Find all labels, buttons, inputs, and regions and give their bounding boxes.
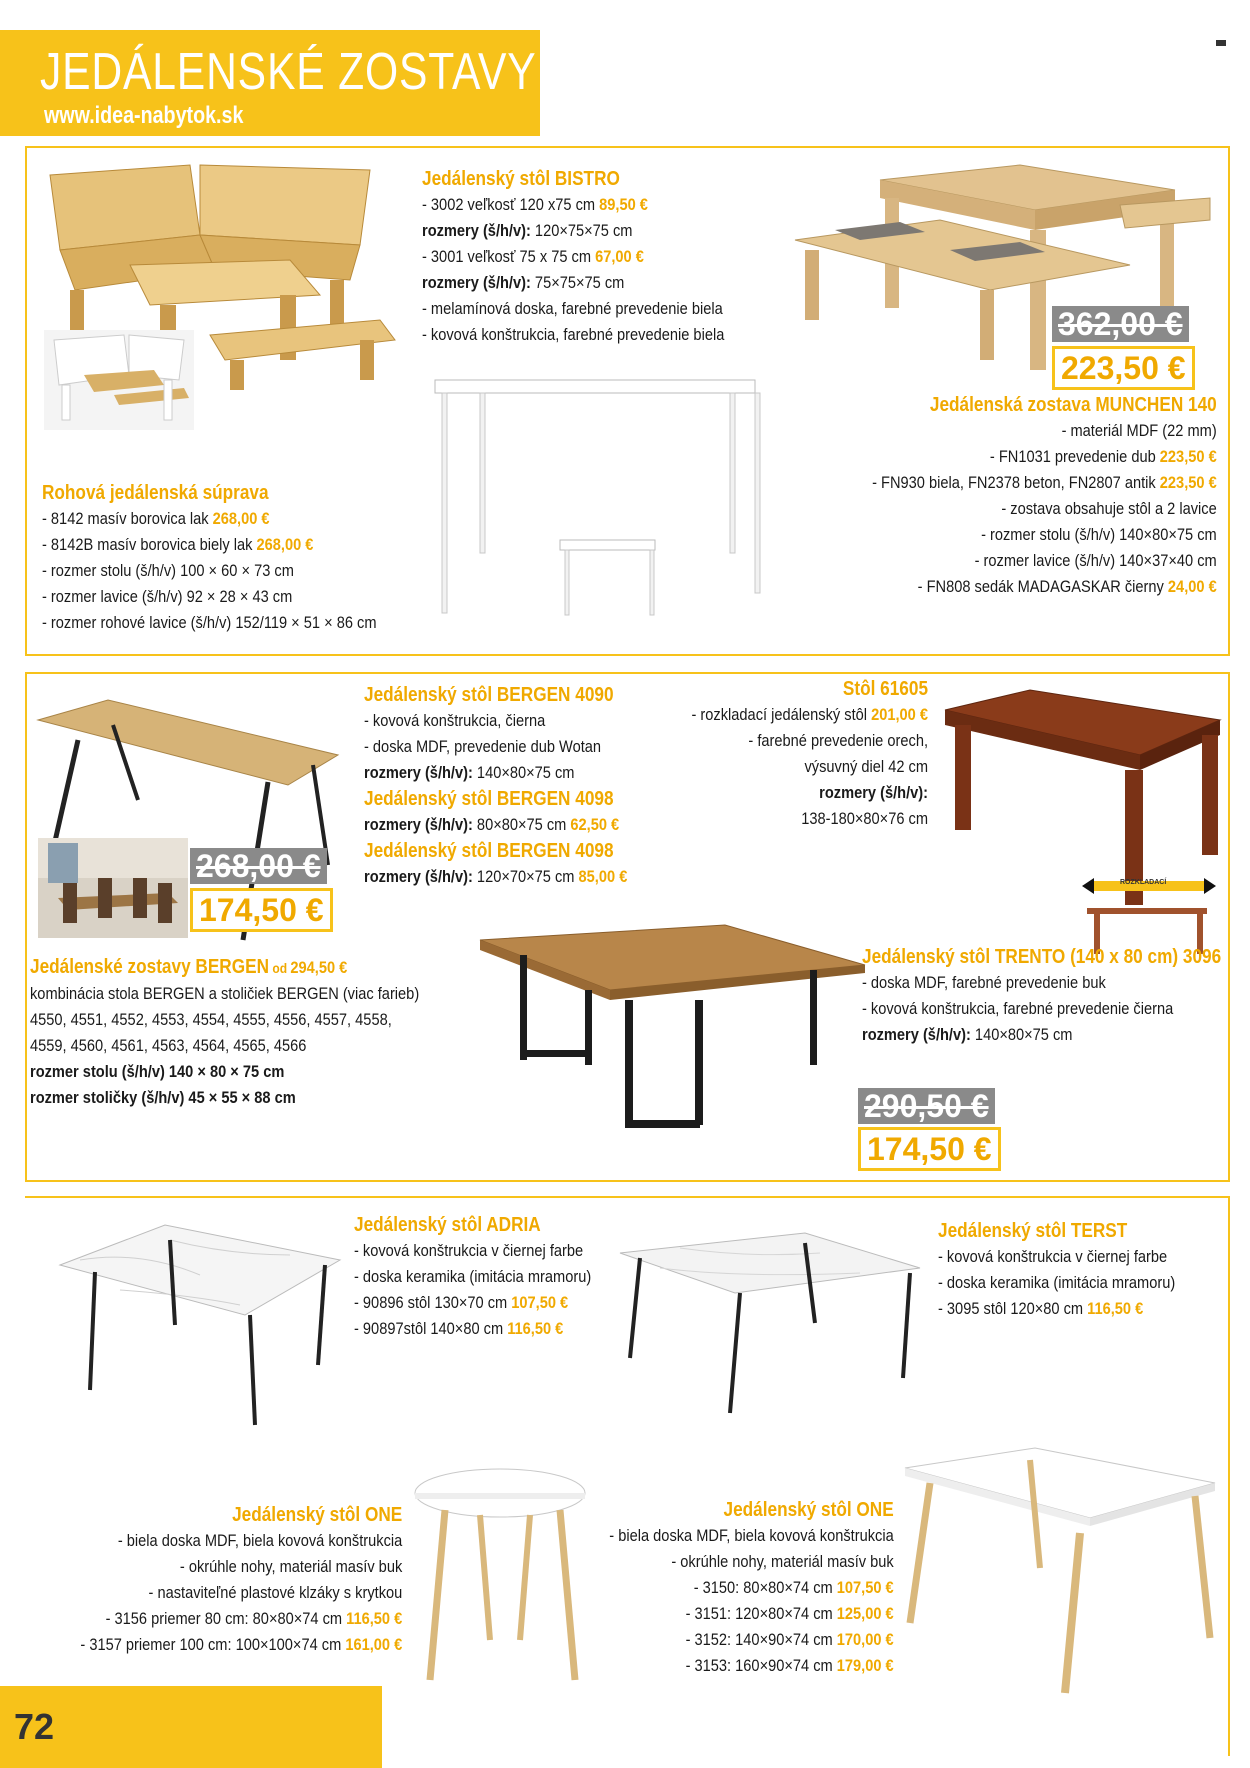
bergen-description — [364, 682, 670, 890]
munchen-line: - FN930 biela, FN2378 beton, FN2807 antik — [872, 473, 1161, 492]
one-rect-line: - biela doska MDF, biela kovová konštrukcia — [609, 1526, 894, 1545]
page-number: 72 — [14, 1706, 55, 1747]
bergen-line: 120×70×75 cm — [472, 867, 579, 886]
terst-line: - kovová konštrukcia v čiernej farbe — [938, 1247, 1168, 1266]
one-rect-line: - 3151: 120×80×74 cm — [685, 1604, 838, 1623]
bergen-4090-title: Jedálenský stôl BERGEN 4090 — [364, 684, 614, 706]
rohova-line: - 8142 masív borovica lak — [42, 509, 213, 528]
bistro-price: 67,00 € — [595, 247, 644, 266]
rohova-line: - rozmer stolu (š/h/v) 100 × 60 × 73 cm — [42, 561, 294, 580]
bistro-dimensions-label: rozmery (š/h/v): — [422, 221, 531, 240]
munchen-line: - rozmer stolu (š/h/v) 140×80×75 cm — [981, 525, 1217, 544]
bergen-sets-line: rozmer stolu (š/h/v) 140 × 80 × 75 cm — [30, 1062, 285, 1081]
bistro-title: Jedálenský stôl BISTRO — [422, 168, 620, 190]
stol61605-description — [653, 676, 928, 832]
extension-label: ROZKLADACÍ — [1120, 879, 1167, 886]
rohova-line: - rozmer rohové lavice (š/h/v) 152/119 × 51 × 86 cm — [42, 613, 377, 632]
stol61605-line: - farebné prevedenie orech, — [748, 731, 928, 750]
bistro-line: 120×75×75 cm — [530, 221, 633, 240]
bergen-sets-price: 294,50 € — [290, 958, 348, 977]
adria-title: Jedálenský stôl ADRIA — [354, 1214, 541, 1236]
one-rect-line: - 3152: 140×90×74 cm — [685, 1630, 838, 1649]
one-rect-line: - okrúhle nohy, materiál masív buk — [671, 1552, 894, 1571]
bistro-table-image — [430, 375, 760, 615]
one-round-price: 161,00 € — [345, 1635, 402, 1654]
trento-old-price: 290,50 € — [858, 1088, 995, 1124]
one-rect-title: Jedálenský stôl ONE — [723, 1499, 894, 1521]
munchen-line: - materiál MDF (22 mm) — [1061, 421, 1217, 440]
munchen-line: - FN808 sedák MADAGASKAR čierny — [917, 577, 1169, 596]
bistro-line: - 3002 veľkosť 120 x75 cm — [422, 195, 600, 214]
one-rect-description — [563, 1497, 894, 1679]
terst-title: Jedálenský stôl TERST — [938, 1220, 1128, 1242]
one-rect-table-image — [905, 1448, 1215, 1700]
adria-table-image — [60, 1220, 340, 1430]
bergen-line: - kovová konštrukcia, čierna — [364, 711, 546, 730]
bergen-sets-line: rozmer stoličky (š/h/v) 45 × 55 × 88 cm — [30, 1088, 296, 1107]
rohova-price: 268,00 € — [256, 535, 314, 554]
bergen-old-price: 268,00 € — [190, 848, 327, 884]
stol61605-price: 201,00 € — [871, 705, 928, 724]
bergen-sets-line: 4550, 4551, 4552, 4553, 4554, 4555, 4556, 4557, 4558, — [30, 1010, 392, 1029]
trento-title: Jedálenský stôl TRENTO (140 x 80 cm) 3096 — [862, 946, 1222, 968]
rohova-line: - rozmer lavice (š/h/v) 92 × 28 × 43 cm — [42, 587, 293, 606]
rohova-description — [42, 480, 431, 636]
bergen-room-thumbnail — [38, 838, 188, 938]
adria-line: - 90896 stôl 130×70 cm — [354, 1293, 512, 1312]
trento-line: - kovová konštrukcia, farebné prevedenie čierna — [862, 999, 1174, 1018]
bergen-sets-description — [30, 954, 483, 1111]
adria-line: - 90897stôl 140×80 cm — [354, 1319, 508, 1338]
trento-new-price: 174,50 € — [858, 1127, 1001, 1171]
munchen-price: 24,00 € — [1168, 577, 1217, 596]
one-round-description — [28, 1502, 402, 1658]
bergen-4098-title: Jedálenský stôl BERGEN 4098 — [364, 788, 614, 810]
munchen-price: 223,50 € — [1160, 447, 1217, 466]
one-round-title: Jedálenský stôl ONE — [231, 1504, 402, 1526]
terst-line: - 3095 stôl 120×80 cm — [938, 1299, 1088, 1318]
munchen-line: - zostava obsahuje stôl a 2 lavice — [1001, 499, 1217, 518]
bergen-dimensions-label: rozmery (š/h/v): — [364, 763, 473, 782]
adria-line: - kovová konštrukcia v čiernej farbe — [354, 1241, 584, 1260]
rohova-line: - 8142B masív borovica biely lak — [42, 535, 257, 554]
munchen-line: - rozmer lavice (š/h/v) 140×37×40 cm — [974, 551, 1217, 570]
bistro-line: - kovová konštrukcia, farebné prevedenie biela — [422, 325, 725, 344]
rohova-title: Rohová jedálenská súprava — [42, 482, 269, 504]
bistro-line: 75×75×75 cm — [530, 273, 625, 292]
adria-description — [354, 1212, 630, 1342]
munchen-line: - FN1031 prevedenie dub — [990, 447, 1161, 466]
bergen-4098-title-2: Jedálenský stôl BERGEN 4098 — [364, 840, 614, 862]
trento-table-image — [480, 925, 865, 1140]
bergen-line: 140×80×75 cm — [472, 763, 575, 782]
bergen-sets-line: 4559, 4560, 4561, 4563, 4564, 4565, 4566 — [30, 1036, 307, 1055]
bergen-sets-title: Jedálenské zostavy BERGEN — [30, 956, 269, 978]
bergen-sets-line: kombinácia stola BERGEN a stoličiek BERGEN (viac farieb) — [30, 984, 420, 1003]
one-rect-price: 125,00 € — [837, 1604, 894, 1623]
stol61605-line: výsuvný diel 42 cm — [804, 757, 928, 776]
one-rect-price: 170,00 € — [837, 1630, 894, 1649]
bistro-description — [422, 166, 774, 348]
munchen-description — [816, 392, 1217, 600]
munchen-price: 223,50 € — [1160, 473, 1217, 492]
one-round-price: 116,50 € — [345, 1609, 402, 1628]
munchen-new-price: 223,50 € — [1052, 346, 1195, 390]
terst-table-image — [620, 1228, 920, 1418]
trento-line: 140×80×75 cm — [970, 1025, 1073, 1044]
trento-description — [862, 944, 1250, 1048]
bergen-dimensions-label: rozmery (š/h/v): — [364, 867, 473, 886]
trento-dimensions-label: rozmery (š/h/v): — [862, 1025, 971, 1044]
one-rect-line: - 3153: 160×90×74 cm — [685, 1656, 838, 1675]
page-title: JEDÁLENSKÉ ZOSTAVY — [40, 43, 537, 101]
bergen-price: 85,00 € — [578, 867, 628, 886]
website-link[interactable]: www.idea-nabytok.sk — [44, 102, 244, 129]
bistro-line: - 3001 veľkosť 75 x 75 cm — [422, 247, 596, 266]
bergen-line: 80×80×75 cm — [472, 815, 571, 834]
bergen-sets-from: od — [268, 960, 291, 976]
adria-price: 107,50 € — [511, 1293, 569, 1312]
page-number-bar — [0, 1686, 382, 1768]
one-rect-price: 107,50 € — [837, 1578, 894, 1597]
one-round-line: - biela doska MDF, biela kovová konštrukcia — [117, 1531, 402, 1550]
adria-line: - doska keramika (imitácia mramoru) — [354, 1267, 592, 1286]
corner-mark — [1216, 40, 1226, 46]
terst-price: 116,50 € — [1087, 1299, 1144, 1318]
one-round-line: - 3156 priemer 80 cm: 80×80×74 cm — [105, 1609, 346, 1628]
one-round-line: - okrúhle nohy, materiál masív buk — [179, 1557, 402, 1576]
corner-set-white-thumbnail — [44, 330, 194, 430]
rohova-price: 268,00 € — [212, 509, 270, 528]
one-rect-price: 179,00 € — [837, 1656, 894, 1675]
one-rect-line: - 3150: 80×80×74 cm — [694, 1578, 838, 1597]
terst-line: - doska keramika (imitácia mramoru) — [938, 1273, 1176, 1292]
terst-description — [938, 1218, 1214, 1322]
munchen-title: Jedálenská zostava MUNCHEN 140 — [930, 394, 1217, 416]
bergen-new-price: 174,50 € — [190, 888, 333, 932]
bistro-dimensions-label: rozmery (š/h/v): — [422, 273, 531, 292]
bistro-price: 89,50 € — [599, 195, 648, 214]
bistro-line: - melamínová doska, farebné prevedenie biela — [422, 299, 723, 318]
one-round-line: - nastaviteľné plastové klzáky s krytkou — [148, 1583, 402, 1602]
munchen-old-price: 362,00 € — [1052, 306, 1189, 342]
stol61605-line: 138-180×80×76 cm — [801, 809, 928, 828]
bergen-line: - doska MDF, prevedenie dub Wotan — [364, 737, 602, 756]
bergen-price: 62,50 € — [570, 815, 620, 834]
trento-line: - doska MDF, farebné prevedenie buk — [862, 973, 1106, 992]
bergen-dimensions-label: rozmery (š/h/v): — [364, 815, 473, 834]
stol61605-line: - rozkladací jedálenský stôl — [691, 705, 872, 724]
one-round-line: - 3157 priemer 100 cm: 100×100×74 cm — [80, 1635, 346, 1654]
stol61605-dimensions-label: rozmery (š/h/v): — [819, 783, 928, 802]
stol61605-title: Stôl 61605 — [842, 678, 928, 700]
adria-price: 116,50 € — [507, 1319, 564, 1338]
